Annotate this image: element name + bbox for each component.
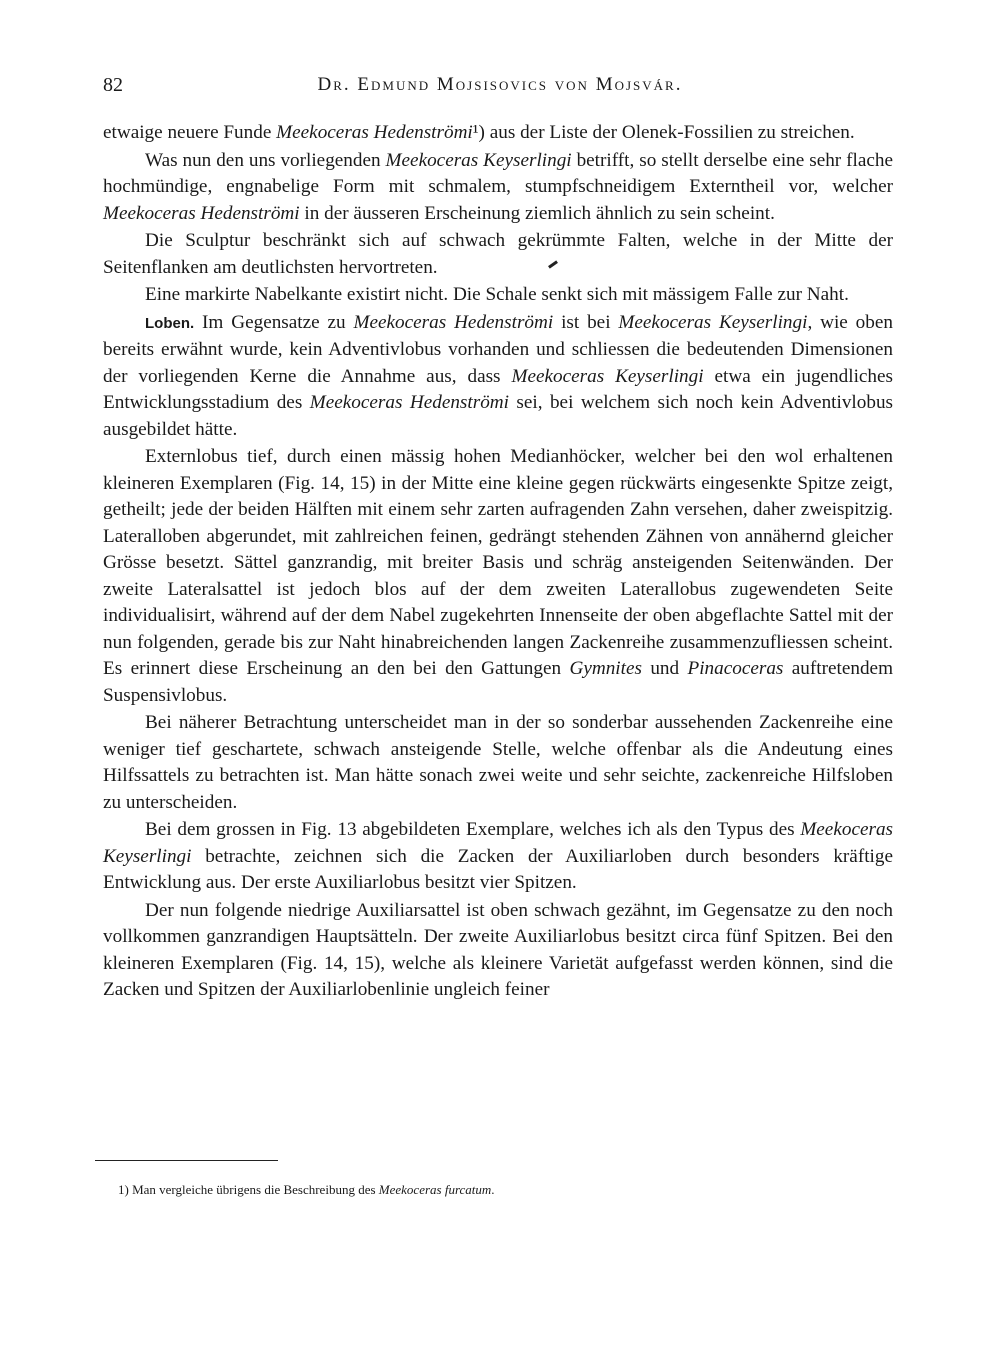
species-name: Meekoceras Keyserlingi xyxy=(103,819,893,867)
species-name: Meekoceras Keyserlingi xyxy=(618,311,808,333)
species-name: Pinacoceras xyxy=(687,658,784,679)
paragraph xyxy=(103,444,893,709)
paragraph xyxy=(103,228,893,281)
text-run: , wie oben bereits erwähnt wurde, kein Adventivlobus vorhanden und schliessen die bedeutenden Dimensionen der vorliegenden Kerne die Annahme aus, dass xyxy=(103,311,893,387)
page-header xyxy=(100,74,900,98)
text-run: Der nun folgende niedrige Auxiliarsattel ist oben schwach gezähnt, im Gegensatze zu den noch vollkommen ganzrandigen Hauptsätteln. Der zweite Auxiliarlobus besitzt circa fünf Spitzen. Bei den kleineren Exemplaren (Fig. 14, 15), welche als kleinere Varietät aufgefasst werden können, sind die Zacken und Spitzen der Auxiliarlobenlinie ungleich feiner xyxy=(103,899,893,1000)
species-name: Gymnites xyxy=(569,658,642,679)
footnote xyxy=(118,1181,898,1199)
text-run: Im Gegensatze zu xyxy=(194,311,354,333)
paragraph xyxy=(103,120,893,147)
text-run: Was nun den uns vorliegenden xyxy=(145,149,386,171)
text-run: in der äusseren Erscheinung ziemlich ähnlich zu sein scheint. xyxy=(299,202,775,224)
paragraph xyxy=(103,282,893,309)
footnote-rule xyxy=(95,1160,278,1161)
text-run: auftretendem Suspensivlobus. xyxy=(103,658,893,706)
text-run: und xyxy=(641,658,688,679)
text-run: ist bei xyxy=(553,311,619,333)
text-run: Bei näherer Betrachtung unterscheidet man in der so sonderbar aussehenden Zackenreihe eine weniger tief geschartete, schwach ansteigende Stelle, welche offenbar als die Andeutung eines Hilfssattels zu betrachten ist. Man hätte sonach zwei weite und sehr seichte, zackenreiche Hilfsloben zu unterscheiden. xyxy=(103,712,893,813)
paragraph xyxy=(103,898,893,1004)
species-name: Meekoceras Keyserlingi xyxy=(511,365,704,387)
text-run: ¹) aus der Liste der Olenek-Fossilien zu streichen. xyxy=(472,122,855,143)
species-name: Meekoceras Hedenströmi xyxy=(276,122,473,143)
species-name: Meekoceras Hedenströmi xyxy=(353,311,554,333)
text-run: betrachte, zeichnen sich die Zacken der Auxiliarloben durch besonders kräftige Entwicklung aus. Der erste Auxiliarlobus besitzt vier Spitzen. xyxy=(103,845,893,893)
paragraph xyxy=(103,310,893,444)
running-title: Dr. Edmund Mojsisovics von Mojsvár. xyxy=(317,74,683,95)
page-number: 82 xyxy=(103,74,123,96)
section-runin-heading: Loben. xyxy=(145,314,195,332)
text-run: Bei dem grossen in Fig. 13 abgebildeten Exemplare, welches ich als den Typus des xyxy=(145,819,801,840)
text-run: etwa ein jugendliches Entwicklungsstadium des xyxy=(103,365,894,413)
text-run: betrifft, so stellt derselbe eine sehr flache hochmündige, engnabelige Form mit schmalem, stumpfschneidigem Externtheil vor, welcher xyxy=(103,149,893,197)
text-run: . xyxy=(491,1182,495,1197)
species-name: Meekoceras furcatum xyxy=(378,1182,492,1197)
text-run: etwaige neuere Funde xyxy=(103,122,277,143)
paragraph xyxy=(103,148,893,228)
species-name: Meekoceras Hedenströmi xyxy=(103,202,300,224)
text-run: Die Sculptur beschränkt sich auf schwach gekrümmte Falten, welche in der Mitte der Seitenflanken am deutlichsten hervortreten. xyxy=(103,230,893,278)
text-run: sei, bei welchem sich noch kein Adventivlobus ausgebildet hätte. xyxy=(103,392,894,440)
species-name: Meekoceras Keyserlingi xyxy=(385,149,572,171)
paragraph xyxy=(103,710,893,816)
paragraph xyxy=(103,817,893,897)
species-name: Meekoceras Hedenströmi xyxy=(309,392,509,413)
body-text xyxy=(103,120,893,1005)
text-run: Externlobus tief, durch einen mässig hohen Medianhöcker, welcher bei den wol erhaltenen kleineren Exemplaren (Fig. 14, 15) in der Mitte eine kleine gegen rückwärts eingesenkte Spitze zeigt, getheilt; jede der beiden Hälften mit einem sehr zarten aufragenden Zahn versehen, daher zweispitzig. Lateralloben abgerundet, mit zahlreichen feinen, gedrängt stehenden Zähnen von annähernd gleicher Grösse besetzt. Sättel ganzrandig, mit breiter Basis und schräg ansteigenden Seitenwänden. Der zweite Lateralsattel ist jedoch blos auf der dem zweiten Laterallobus zugewendeten Seite individualisirt, während auf der dem Nabel zugekehrten Innenseite der oben abgeflachte Sattel mit der nun folgenden, gerade bis zur Naht hinabreichenden langen Zackenreihe zusammenzufliessen scheint. Es erinnert diese Erscheinung an den bei den Gattungen xyxy=(103,446,893,679)
text-run: Eine markirte Nabelkante existirt nicht. Die Schale senkt sich mit mässigem Falle zur Naht. xyxy=(145,284,849,305)
text-run: 1) Man vergleiche übrigens die Beschreibung des xyxy=(118,1182,379,1197)
